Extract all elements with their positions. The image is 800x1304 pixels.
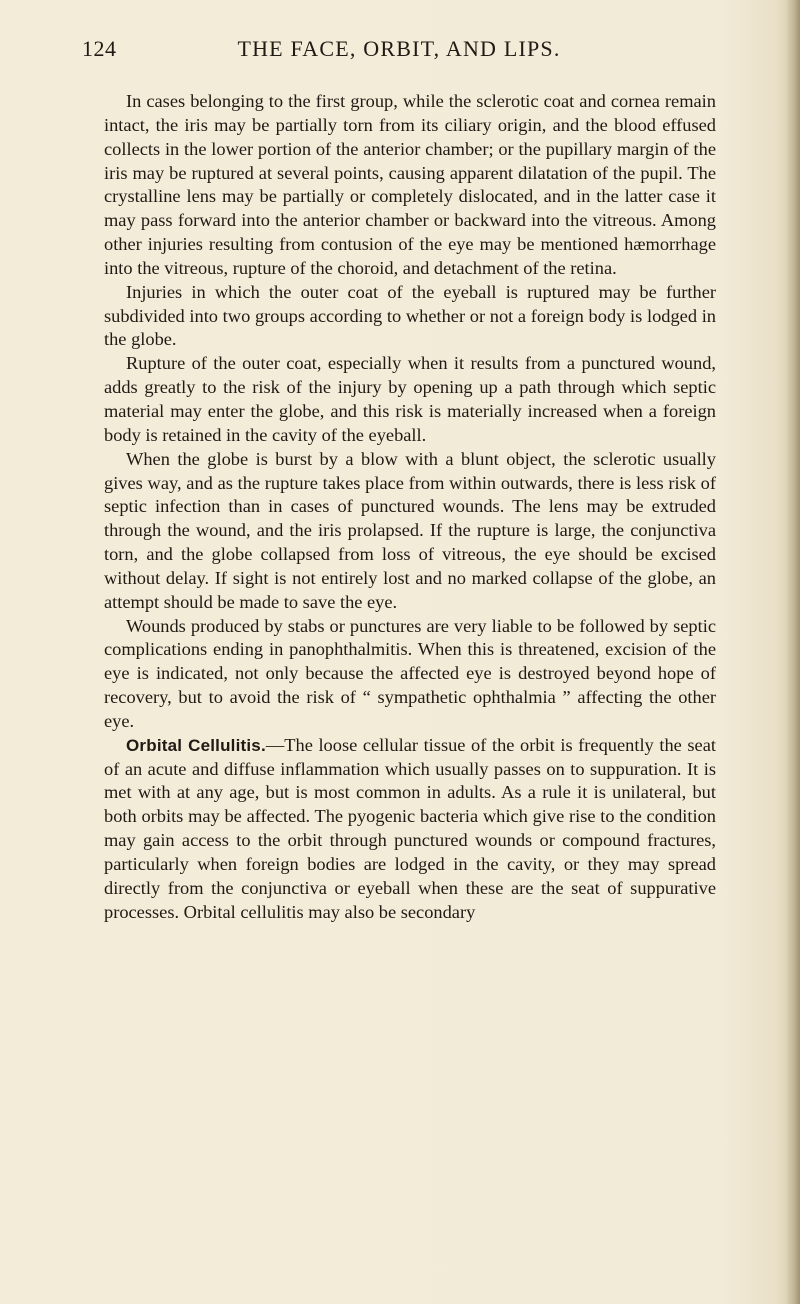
page-number: 124 <box>82 36 117 61</box>
page-header <box>82 36 716 72</box>
section-text: —The loose cellular tissue of the orbit is frequently the seat of an acute and diffuse inflammation which usually passes on to suppuration. It is met with at any age, but is most common in adults. As a rule it is unilateral, but both orbits may be affected. The pyogenic bacteria which give rise to the condition may gain access to the orbit through punctured wounds or compound fractures, particularly when foreign bodies are lodged in the cavity, or they may spread directly from the conjunctiva or eyeball when these are the seat of suppurative processes. Orbital cellulitis may also be secondary <box>104 734 716 922</box>
running-title: THE FACE, ORBIT, AND LIPS. <box>237 36 561 61</box>
section-heading: Orbital Cellulitis. <box>126 735 266 755</box>
page-edge-shadow <box>786 0 800 1304</box>
paragraph-rupture-groups: Injuries in which the outer coat of the eyeball is ruptured may be further subdivided into two groups according to whether or not a foreign body is lodged in the globe. <box>104 281 716 350</box>
body-text <box>104 90 716 925</box>
paragraph-outer-coat-rupture: Rupture of the outer coat, especially when it results from a punctured wound, adds greatly to the risk of the injury by opening up a path through which septic material may enter the globe, and this risk is materially increased when a foreign body is retained in the cavity of the eyeball. <box>104 353 716 445</box>
paragraph-stab-wounds: Wounds produced by stabs or punctures are very liable to be followed by septic complications ending in panophthalmitis. When this is threatened, excision of the eye is indicated, not only because the affected eye is destroyed beyond hope of recovery, but to avoid the risk of “ sympathetic ophthalmia ” affecting the other eye. <box>104 615 716 731</box>
paragraph-burst-globe: When the globe is burst by a blow with a blunt object, the sclerotic usually gives way, and as the rupture takes place from within outwards, there is less risk of septic infection than in cases of punctured wounds. The lens may be extruded through the wound, and the iris prolapsed. If the rupture is large, the conjunctiva torn, and the globe collapsed from loss of vitreous, the eye should be excised without delay. If sight is not entirely lost and no marked collapse of the globe, an attempt should be made to save the eye. <box>104 448 716 612</box>
paragraph-contusion-injuries: In cases belonging to the first group, while the sclerotic coat and cornea remain intact, the iris may be partially torn from its ciliary origin, and the blood effused collects in the lower portion of the anterior chamber; or the pupillary margin of the iris may be ruptured at several points, causing apparent dilatation of the pupil. The crystalline lens may be partially or completely dislocated, and in the latter case it may pass forward into the anterior chamber or backward into the vitreous. Among other injuries resulting from contusion of the eye may be mentioned hæmorrhage into the vitreous, rupture of the choroid, and detachment of the retina. <box>104 91 716 278</box>
paragraph-orbital-cellulitis <box>104 734 716 925</box>
